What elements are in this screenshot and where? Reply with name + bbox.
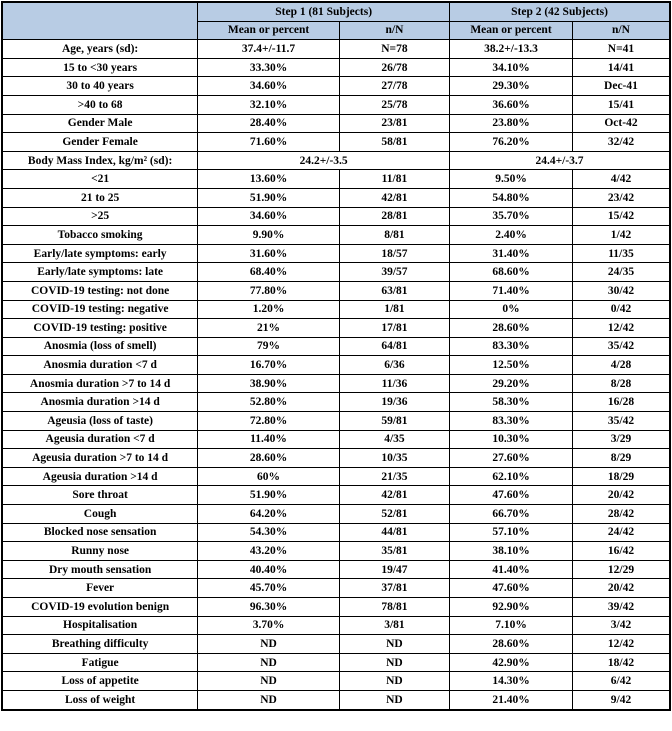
value-cell: 35.70%: [450, 207, 573, 226]
table-row: [2, 635, 670, 654]
value-cell: 37.4+/-11.7: [198, 40, 340, 59]
value-cell: 3.70%: [198, 616, 340, 635]
value-cell: 1/81: [339, 300, 449, 319]
value-cell: 20/42: [572, 486, 670, 505]
table-row: [2, 356, 670, 375]
row-label-cell: Anosmia duration <7 d: [2, 356, 198, 375]
value-cell: 3/81: [339, 616, 449, 635]
row-label-cell: Gender Male: [2, 114, 198, 133]
value-cell: 27.60%: [450, 449, 573, 468]
value-cell: 77.80%: [198, 281, 340, 300]
value-cell: 11/35: [572, 244, 670, 263]
table-row: [2, 542, 670, 561]
value-cell: 71.60%: [198, 133, 340, 152]
value-cell: Oct-42: [572, 114, 670, 133]
row-label-cell: Blocked nose sensation: [2, 523, 198, 542]
value-cell: 24.4+/-3.7: [450, 151, 670, 170]
value-cell: 41.40%: [450, 560, 573, 579]
value-cell: 6/36: [339, 356, 449, 375]
value-cell: 3/29: [572, 430, 670, 449]
table-row: [2, 188, 670, 207]
table-row: [2, 430, 670, 449]
value-cell: 11/36: [339, 374, 449, 393]
value-cell: 36.60%: [450, 95, 573, 114]
value-cell: 34.60%: [198, 207, 340, 226]
row-label-cell: Sore throat: [2, 486, 198, 505]
row-label-cell: Early/late symptoms: late: [2, 263, 198, 282]
value-cell: 68.40%: [198, 263, 340, 282]
value-cell: 8/28: [572, 374, 670, 393]
value-cell: 11/81: [339, 170, 449, 189]
row-label-cell: Anosmia duration >7 to 14 d: [2, 374, 198, 393]
table-row: [2, 467, 670, 486]
value-cell: 45.70%: [198, 579, 340, 598]
value-cell: 4/35: [339, 430, 449, 449]
row-label-cell: Ageusia duration >7 to 14 d: [2, 449, 198, 468]
value-cell: 29.20%: [450, 374, 573, 393]
value-cell: ND: [339, 653, 449, 672]
table-row: [2, 95, 670, 114]
subjects-characteristics-table: [1, 1, 671, 711]
value-cell: ND: [339, 690, 449, 709]
table-row: [2, 40, 670, 59]
row-label-cell: COVID-19 testing: negative: [2, 300, 198, 319]
value-cell: 51.90%: [198, 486, 340, 505]
value-cell: 92.90%: [450, 598, 573, 617]
value-cell: 15/41: [572, 95, 670, 114]
row-label-cell: Breathing difficulty: [2, 635, 198, 654]
value-cell: 9.90%: [198, 226, 340, 245]
table-row: [2, 523, 670, 542]
value-cell: 31.60%: [198, 244, 340, 263]
value-cell: 28.60%: [198, 449, 340, 468]
value-cell: 21%: [198, 319, 340, 338]
value-cell: 83.30%: [450, 412, 573, 431]
value-cell: 4/42: [572, 170, 670, 189]
value-cell: 19/36: [339, 393, 449, 412]
value-cell: 34.60%: [198, 77, 340, 96]
value-cell: 18/29: [572, 467, 670, 486]
value-cell: 47.60%: [450, 486, 573, 505]
value-cell: ND: [198, 653, 340, 672]
table-row: [2, 598, 670, 617]
value-cell: 7.10%: [450, 616, 573, 635]
row-label-cell: COVID-19 testing: not done: [2, 281, 198, 300]
value-cell: 96.30%: [198, 598, 340, 617]
value-cell: 23/42: [572, 188, 670, 207]
row-label-cell: >25: [2, 207, 198, 226]
table-row: [2, 281, 670, 300]
value-cell: 28.40%: [198, 114, 340, 133]
value-cell: 19/47: [339, 560, 449, 579]
table-row: [2, 616, 670, 635]
value-cell: 52.80%: [198, 393, 340, 412]
value-cell: 78/81: [339, 598, 449, 617]
value-cell: 54.80%: [450, 188, 573, 207]
table-row: [2, 579, 670, 598]
row-label-cell: Age, years (sd):: [2, 40, 198, 59]
value-cell: 58.30%: [450, 393, 573, 412]
value-cell: 24/42: [572, 523, 670, 542]
value-cell: 52/81: [339, 505, 449, 524]
value-cell: 54.30%: [198, 523, 340, 542]
step2-mean-column-header: Mean or percent: [450, 21, 573, 40]
value-cell: 28.60%: [450, 635, 573, 654]
value-cell: 83.30%: [450, 337, 573, 356]
value-cell: 21/35: [339, 467, 449, 486]
value-cell: 11.40%: [198, 430, 340, 449]
table-row: [2, 337, 670, 356]
value-cell: 30/42: [572, 281, 670, 300]
value-cell: 76.20%: [450, 133, 573, 152]
value-cell: 1.20%: [198, 300, 340, 319]
row-label-cell: Anosmia duration >14 d: [2, 393, 198, 412]
value-cell: 32/42: [572, 133, 670, 152]
value-cell: 3/42: [572, 616, 670, 635]
table-row: [2, 672, 670, 691]
value-cell: 6/42: [572, 672, 670, 691]
value-cell: 21.40%: [450, 690, 573, 709]
value-cell: 47.60%: [450, 579, 573, 598]
value-cell: 42/81: [339, 486, 449, 505]
table-row: [2, 393, 670, 412]
table-row: [2, 505, 670, 524]
value-cell: 57.10%: [450, 523, 573, 542]
value-cell: 64.20%: [198, 505, 340, 524]
table-row: [2, 244, 670, 263]
row-label-cell: Ageusia duration <7 d: [2, 430, 198, 449]
value-cell: 35/42: [572, 337, 670, 356]
value-cell: 32.10%: [198, 95, 340, 114]
value-cell: 35/81: [339, 542, 449, 561]
value-cell: 12/42: [572, 635, 670, 654]
value-cell: ND: [339, 635, 449, 654]
value-cell: 8/29: [572, 449, 670, 468]
row-label-cell: <21: [2, 170, 198, 189]
value-cell: 71.40%: [450, 281, 573, 300]
value-cell: 13.60%: [198, 170, 340, 189]
value-cell: 20/42: [572, 579, 670, 598]
value-cell: 43.20%: [198, 542, 340, 561]
value-cell: 9/42: [572, 690, 670, 709]
value-cell: 37/81: [339, 579, 449, 598]
table-row: [2, 151, 670, 170]
value-cell: 8/81: [339, 226, 449, 245]
value-cell: 10.30%: [450, 430, 573, 449]
value-cell: ND: [198, 635, 340, 654]
table-row: [2, 374, 670, 393]
value-cell: 9.50%: [450, 170, 573, 189]
value-cell: 38.2+/-13.3: [450, 40, 573, 59]
step1-nn-column-header: n/N: [339, 21, 449, 40]
value-cell: 39/57: [339, 263, 449, 282]
value-cell: 10/35: [339, 449, 449, 468]
value-cell: 14/41: [572, 58, 670, 77]
row-label-cell: Ageusia (loss of taste): [2, 412, 198, 431]
value-cell: 42/81: [339, 188, 449, 207]
value-cell: 25/78: [339, 95, 449, 114]
table-row: [2, 226, 670, 245]
row-label-cell: Hospitalisation: [2, 616, 198, 635]
value-cell: 33.30%: [198, 58, 340, 77]
step2-group-header: Step 2 (42 Subjects): [450, 2, 670, 21]
value-cell: 35/42: [572, 412, 670, 431]
row-label-cell: Fever: [2, 579, 198, 598]
value-cell: 66.70%: [450, 505, 573, 524]
corner-cell: [2, 2, 198, 40]
row-label-cell: Early/late symptoms: early: [2, 244, 198, 263]
row-label-cell: 21 to 25: [2, 188, 198, 207]
value-cell: 44/81: [339, 523, 449, 542]
row-label-cell: Runny nose: [2, 542, 198, 561]
value-cell: 23/81: [339, 114, 449, 133]
row-label-cell: Ageusia duration >14 d: [2, 467, 198, 486]
row-label-cell: Anosmia (loss of smell): [2, 337, 198, 356]
value-cell: 12.50%: [450, 356, 573, 375]
value-cell: 23.80%: [450, 114, 573, 133]
table-row: [2, 170, 670, 189]
value-cell: 51.90%: [198, 188, 340, 207]
row-label-cell: Tobacco smoking: [2, 226, 198, 245]
value-cell: 18/57: [339, 244, 449, 263]
value-cell: 24/35: [572, 263, 670, 282]
table-row: [2, 449, 670, 468]
table-row: [2, 263, 670, 282]
value-cell: 14.30%: [450, 672, 573, 691]
value-cell: 17/81: [339, 319, 449, 338]
value-cell: 34.10%: [450, 58, 573, 77]
value-cell: 63/81: [339, 281, 449, 300]
value-cell: 64/81: [339, 337, 449, 356]
table-row: [2, 114, 670, 133]
value-cell: 18/42: [572, 653, 670, 672]
value-cell: 58/81: [339, 133, 449, 152]
table-row: [2, 77, 670, 96]
step1-mean-column-header: Mean or percent: [198, 21, 340, 40]
value-cell: 38.10%: [450, 542, 573, 561]
value-cell: 15/42: [572, 207, 670, 226]
value-cell: 42.90%: [450, 653, 573, 672]
value-cell: ND: [198, 672, 340, 691]
table-row: [2, 486, 670, 505]
table-row: [2, 412, 670, 431]
table-row: [2, 690, 670, 709]
value-cell: ND: [339, 672, 449, 691]
value-cell: N=41: [572, 40, 670, 59]
table-row: [2, 207, 670, 226]
value-cell: 28/81: [339, 207, 449, 226]
value-cell: 29.30%: [450, 77, 573, 96]
table-row: [2, 300, 670, 319]
value-cell: 60%: [198, 467, 340, 486]
row-label-cell: 30 to 40 years: [2, 77, 198, 96]
value-cell: 27/78: [339, 77, 449, 96]
table-row: [2, 133, 670, 152]
row-label-cell: COVID-19 testing: positive: [2, 319, 198, 338]
table-body: [2, 40, 670, 710]
row-label-cell: Body Mass Index, kg/m² (sd):: [2, 151, 198, 170]
value-cell: 28/42: [572, 505, 670, 524]
row-label-cell: Gender Female: [2, 133, 198, 152]
row-label-cell: Cough: [2, 505, 198, 524]
row-label-cell: 15 to <30 years: [2, 58, 198, 77]
value-cell: 40.40%: [198, 560, 340, 579]
value-cell: 39/42: [572, 598, 670, 617]
value-cell: 26/78: [339, 58, 449, 77]
table-row: [2, 653, 670, 672]
value-cell: 38.90%: [198, 374, 340, 393]
row-label-cell: Loss of weight: [2, 690, 198, 709]
step2-nn-column-header: n/N: [572, 21, 670, 40]
table-row: [2, 560, 670, 579]
header-group-row: [2, 2, 670, 21]
value-cell: 79%: [198, 337, 340, 356]
step1-group-header: Step 1 (81 Subjects): [198, 2, 450, 21]
table-row: [2, 58, 670, 77]
value-cell: 1/42: [572, 226, 670, 245]
value-cell: 16.70%: [198, 356, 340, 375]
value-cell: 72.80%: [198, 412, 340, 431]
row-label-cell: >40 to 68: [2, 95, 198, 114]
value-cell: 59/81: [339, 412, 449, 431]
value-cell: 4/28: [572, 356, 670, 375]
row-label-cell: Fatigue: [2, 653, 198, 672]
value-cell: N=78: [339, 40, 449, 59]
row-label-cell: Loss of appetite: [2, 672, 198, 691]
value-cell: 28.60%: [450, 319, 573, 338]
value-cell: 31.40%: [450, 244, 573, 263]
value-cell: 0/42: [572, 300, 670, 319]
value-cell: Dec-41: [572, 77, 670, 96]
value-cell: 0%: [450, 300, 573, 319]
table-row: [2, 319, 670, 338]
value-cell: 16/42: [572, 542, 670, 561]
value-cell: ND: [198, 690, 340, 709]
value-cell: 24.2+/-3.5: [198, 151, 450, 170]
value-cell: 16/28: [572, 393, 670, 412]
value-cell: 2.40%: [450, 226, 573, 245]
value-cell: 12/42: [572, 319, 670, 338]
row-label-cell: Dry mouth sensation: [2, 560, 198, 579]
table-header: [2, 2, 670, 40]
value-cell: 62.10%: [450, 467, 573, 486]
value-cell: 12/29: [572, 560, 670, 579]
value-cell: 68.60%: [450, 263, 573, 282]
row-label-cell: COVID-19 evolution benign: [2, 598, 198, 617]
